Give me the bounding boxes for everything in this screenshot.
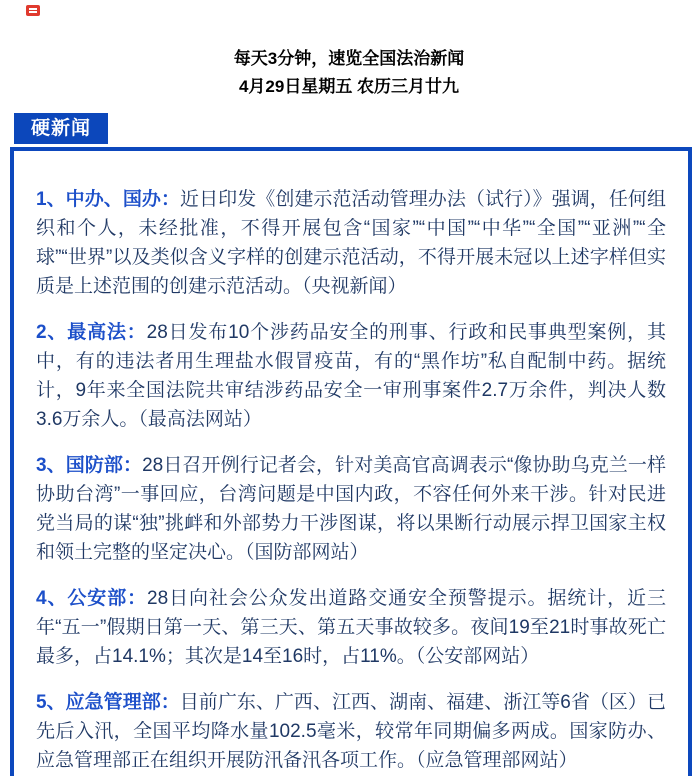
- tab-hard-news: 硬新闻: [14, 113, 108, 144]
- news-item-lead: 4、公安部：: [36, 588, 148, 609]
- news-item-body: 28日向社会公众发出道路交通安全预警提示。据统计，近三年“五一”假期日第一天、第三天、第五天事故较多。夜间19至21时事故死亡最多，占14.1%；其次是14至16时，占11%。（公安部网站）: [36, 588, 666, 667]
- header-tagline: 每天3分钟，速览全国法治新闻: [233, 49, 465, 68]
- news-item-lead: 1、中办、国办：: [36, 189, 181, 210]
- news-item: [36, 584, 666, 671]
- news-item: [36, 451, 666, 567]
- header-date: 4月29日星期五 农历三月廿九: [238, 77, 460, 96]
- news-item-lead: 5、应急管理部：: [36, 692, 180, 713]
- news-item-body: 28日发布10个涉药品安全的刑事、行政和民事典型案例，其中，有的违法者用生理盐水假冒疫苗，有的“黑作坊”私自配制中药。据统计，9年来全国法院共审结涉药品安全一审刑事案件2.7万余件，判决人数3.6万余人。（最高法网站）: [36, 322, 666, 430]
- news-item-body: 近日印发《创建示范活动管理办法（试行）》强调，任何组织和个人，未经批准，不得开展包含“国家”“中国”“中华”“全国”“亚洲”“全球”“世界”以及类似含义字样的创建示范活动，不得开展未冠以上述字样但实质是上述范围的创建示范活动。（央视新闻）: [36, 189, 666, 297]
- news-item: [36, 318, 666, 434]
- news-box: [10, 147, 692, 776]
- news-item-lead: 2、最高法：: [36, 322, 147, 343]
- red-mark-icon: [26, 5, 40, 16]
- news-item: [36, 185, 666, 301]
- news-item-lead: 3、国防部：: [36, 455, 143, 476]
- news-item-body: 28日召开例行记者会，针对美高官高调表示“像协助乌克兰一样协助台湾”一事回应，台湾问题是中国内政，不容任何外来干涉。针对民进党当局的谋“独”挑衅和外部势力干涉图谋，将以果断行动展示捍卫国家主权和领土完整的坚定决心。（国防部网站）: [36, 455, 666, 563]
- news-item-body: 目前广东、广西、江西、湖南、福建、浙江等6省（区）已先后入汛，全国平均降水量102.5毫米，较常年同期偏多两成。国家防办、应急管理部正在组织开展防汛备汛各项工作。（应急管理部网站）: [36, 692, 666, 771]
- news-item: [36, 688, 666, 775]
- page-header: [0, 0, 698, 101]
